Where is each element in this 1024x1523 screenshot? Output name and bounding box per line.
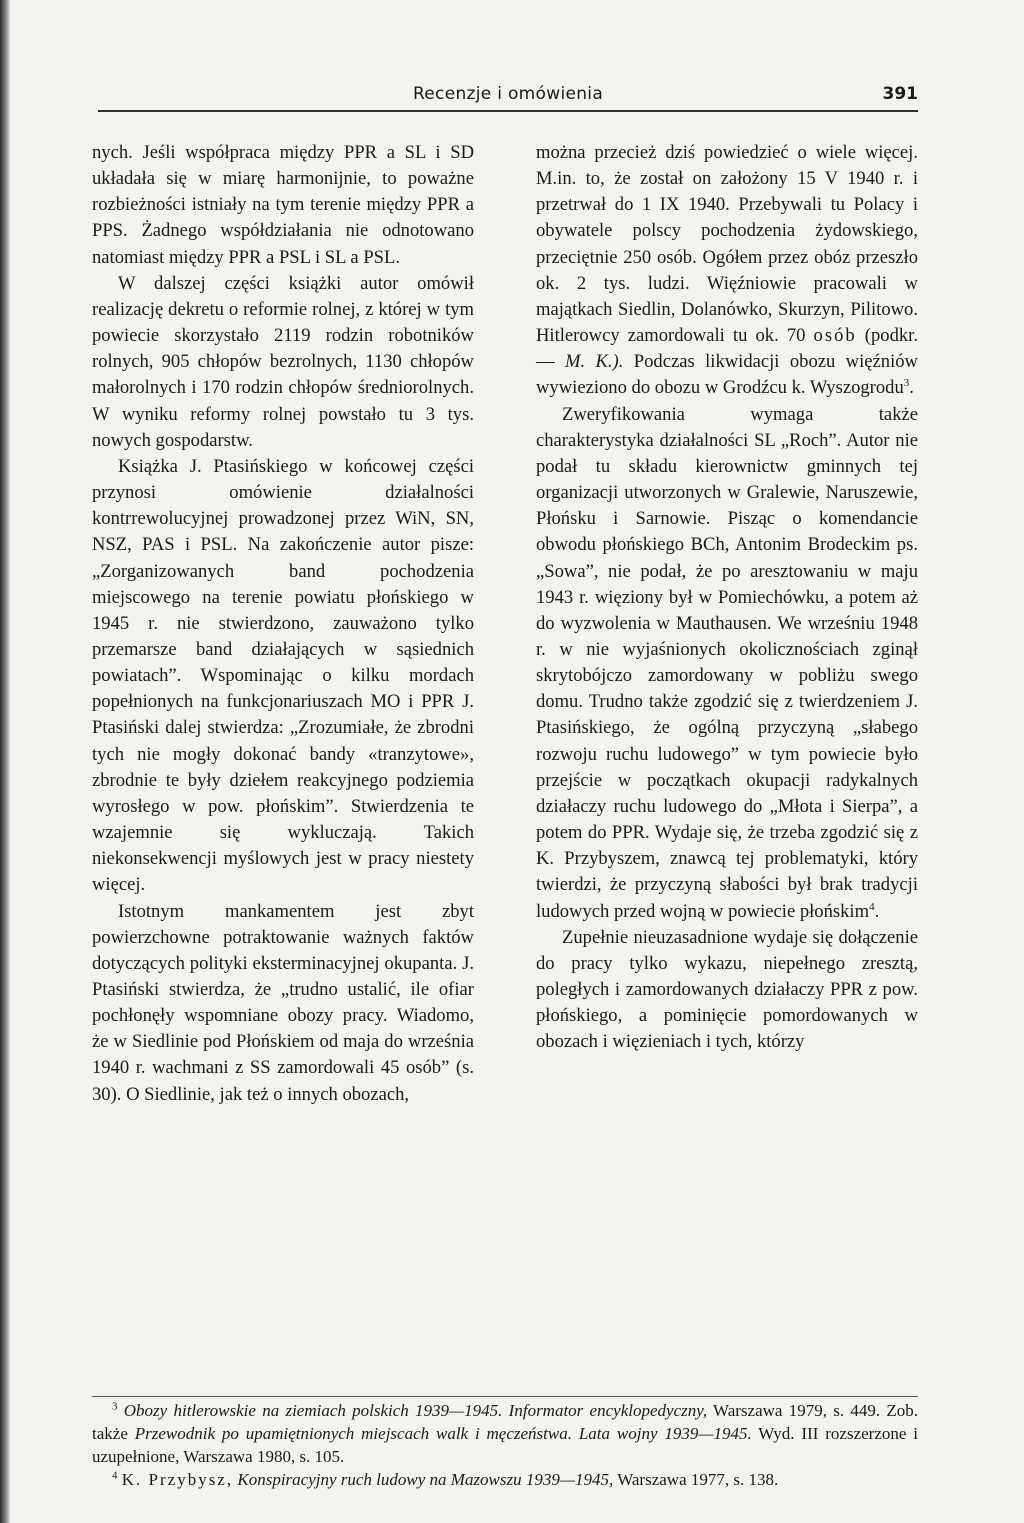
running-title: Recenzje i omówienia [412,84,604,104]
right-paragraph-3: Zupełnie nieuzasadnione wydaje się dołączenie do pracy tylko wykazu, niepełnego zresztą, poległych i zamordowanych działaczy PPR z pow. płońskiego, a pominięcie pomordowanych w obozach i więzieniach i tych, którzy [536,926,918,1053]
left-paragraph-4: Istotnym mankamentem jest zbyt powierzchowne potraktowanie ważnych faktów dotyczących polityki eksterminacyjnej okupanta. J. Ptasiński stwierdza, że „trudno ustalić, ile ofiar pochłonęły wspomniane obozy pracy. Wiadomo, że w Siedlinie pod Płońskiem od maja do września 1940 r. wachmani z SS zamordowali 45 osób” (s. 30). O Siedlinie, jak też o innych obozach, [92,900,474,1105]
right-column [536,140,918,1055]
running-head [98,84,918,108]
footnotes [92,1399,918,1491]
text-run: Podczas likwidacji obozu więźniów wywieziono do obozu w Grodźcu k. Wyszogrodu [536,351,918,399]
footnote-text: Warszawa 1979, s. 449. Zob. także [92,1401,919,1443]
text-run: . [874,900,880,922]
emphasized-word: osób [813,325,857,347]
text-run: (podkr. — [536,325,918,373]
footnote-text: Wyd. III rozszerzone i uzupełnione, Warszawa 1980, s. 105. [92,1424,919,1466]
footnote-4 [92,1468,918,1491]
footnote-ref-3[interactable]: 3 [903,377,910,390]
footnote-title: Konspiracyjny ruch ludowy na Mazowszu 1939—1945, [237,1470,614,1489]
right-paragraph-1 [536,140,918,402]
footnote-ref-4[interactable]: 4 [869,900,875,913]
footnote-title: Obozy hitlerowskie na ziemiach polskich 1939—1945. Informator encyklopedyczny, [123,1401,708,1420]
text-run: można przecież dziś powiedzieć o wiele więcej. M.in. to, że został on założony 15 V 1940 r. i przetrwał do 1 IX 1940. Przebywali tu Polacy i obywatele polscy pochodzenia żydowskiego, przeciętnie 250 osób. Ogółem przez obóz przeszło ok. 2 tys. ludzi. Więźniowie pracowali w majątkach Siedlin, Dolanówko, Skurzyn, Pilitowo. Hitlerowcy zamordowali tu ok. 70 [536,142,918,347]
right-paragraph-2 [536,402,918,925]
footnote-title: Przewodnik po upamiętnionych miejscach walk i męczeństwa. Lata wojny 1939—1945. [134,1424,752,1443]
footnote-3 [92,1399,918,1468]
left-column [92,140,474,1108]
footnote-mark-3: 3 [112,1400,118,1413]
text-run: Zweryfikowania wymaga także charakterystyka działalności SL „Roch”. Autor nie podał tu składu kierownictw gminnych tej organizacji utworzonych w Gralewie, Naruszewie, Płońsku i Sarnowie. Pisząc o komendancie obwodu płońskiego BCh, Antonim Brodeckim ps. „Sowa”, nie podał, że po aresztowaniu w maju 1943 r. więziony był w Pomiechówku, a potem aż do wyzwolenia w Mauthausen. We wrześniu 1948 r. w nie wyjaśnionych okolicznościach zginął skrytobójczo zamordowany w pobliżu swego domu. Trudno także zgodzić się z twierdzeniem J. Ptasińskiego, że ogólną przyczyną „słabego rozwoju ruchu ludowego” w tym powiecie było przejście w początkach okupacji radykalnych działaczy ruchu ludowego do „Młota i Sierpa”, a potem do PPR. Wydaje się, że trzeba zgodzić się z K. Przybyszem, znawcą tej problematyki, który twierdzi, że przyczyną słabości był brak tradycji ludowych przed wojną w powiecie płońskim [536,403,918,922]
left-paragraph-2: W dalszej części książki autor omówił realizację dekretu o reformie rolnej, z której w tym powiecie skorzystało 2119 rodzin robotników rolnych, 905 chłopów bezrolnych, 1130 chłopów małorolnych i 170 rodzin chłopów średniorolnych. W wyniku reformy rolnej powstało tu 3 tys. nowych gospodarstw. [92,272,474,451]
footnote-text: Warszawa 1977, s. 138. [617,1470,779,1489]
left-paragraph-3: Książka J. Ptasińskiego w końcowej części przynosi omówienie działalności kontrrewolucyjnej prowadzonej przez WiN, SN, NSZ, PAS i PSL. Na zakończenie autor pisze: „Zorganizowanych band pochodzenia miejscowego na terenie powiatu płońskiego w 1945 r. nie stwierdzono, zauważono tylko przemarsze band działających w sąsiednich powiatach”. Wspominając o kilku mordach popełnionych na funkcjonariuszach MO i PPR J. Ptasiński dalej stwierdza: „Zrozumiałe, że zbrodni tych nie mogły dokonać bandy «tranzytowe», zbrodnie te były dziełem reakcyjnego podziemia wyrosłego w pow. płońskim”. Stwierdzenia te wzajemnie się wykluczają. Takich niekonsekwencji myślowych jest w pracy niestety więcej. [92,455,474,896]
italic-initials: M. K.). [564,351,624,373]
footnote-rule [92,1396,918,1397]
page-number: 391 [882,84,918,104]
header-rule [98,110,918,112]
footnote-mark-4: 4 [112,1469,118,1482]
text-run: . [909,377,914,399]
footnote-author: K. Przybysz, [121,1470,234,1489]
left-paragraph-1: nych. Jeśli współpraca między PPR a SL i SD układała się w miarę harmonijnie, to poważne rozbieżności istniały na tym terenie między PPR a PPS. Żadnego współdziałania nie odnotowano natomiast między PPR a PSL i SL a PSL. [92,142,474,268]
binding-edge [0,0,10,1523]
